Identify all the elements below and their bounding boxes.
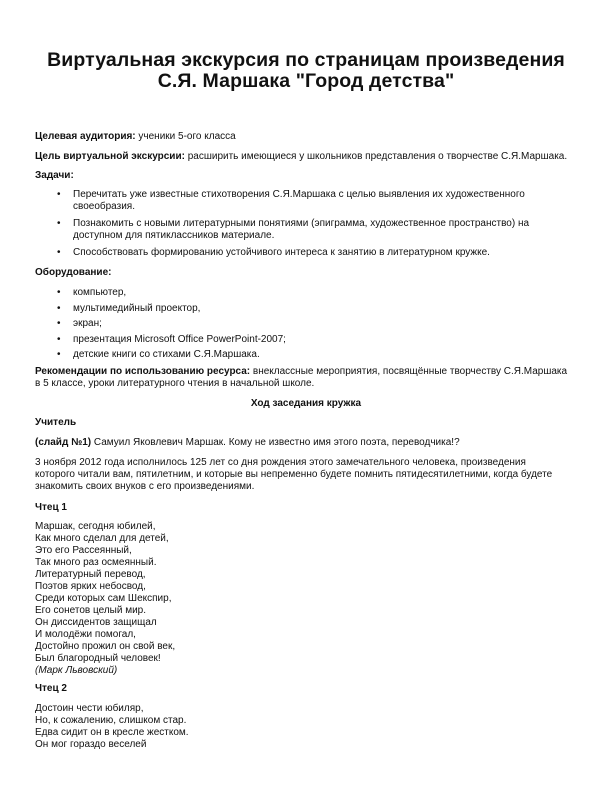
poem-line: Но, к сожалению, слишком стар. [35,715,187,726]
poem-line: Поэтов ярких небосвод, [35,581,146,592]
poem-line: Так много раз осмеянный. [35,557,157,568]
poem-line: Литературный перевод, [35,569,146,580]
recommendations-label: Рекомендации по использованию ресурса: [35,366,251,377]
intro-paragraph: 3 ноября 2012 года исполнилось 125 лет со дня рождения этого замечательного человека, произведения которого читали вам, пятилетним, и которые вы непременно будете помнить пятидесятилетними, когда будете знакомить своих внуков с его произведениями. [35,457,553,492]
equipment-text: компьютер, [73,287,127,298]
slide-line [35,437,460,449]
list-item [35,349,286,361]
poem-line: Достоин чести юбиляр, [35,703,144,714]
poem-1 [35,521,175,677]
equipment-text: экран; [73,318,102,329]
reader2-label: Чтец 2 [35,683,67,694]
poem-line: Среди которых сам Шекспир, [35,593,172,604]
list-item [35,318,286,330]
audience-text: ученики 5-ого класса [135,131,236,142]
poem-line: Это его Рассеянный, [35,545,132,556]
teacher-label: Учитель [35,417,77,428]
task-text: Перечитать уже известные стихотворения С.Я.Маршака с целью выявления их художественного своеобразия. [73,189,525,212]
poem-line: Он диссидентов защищал [35,617,157,628]
reader1-label: Чтец 1 [35,502,67,513]
audience-line [35,131,236,143]
equipment-text: презентация Microsoft Office PowerPoint-2007; [73,333,286,345]
list-item [35,247,553,259]
task-text: Познакомить с новыми литературными понятиями (эпиграмма, художественное пространство) на доступном для пятиклассников материале. [73,218,530,241]
slide-text: Самуил Яковлевич Маршак. Кому не известно имя этого поэта, переводчика!? [91,437,460,448]
slide-label: (слайд №1) [35,437,92,448]
list-item [35,303,286,315]
page-title [30,50,582,92]
list-item [35,218,553,242]
poem-line: Был благородный человек! [35,653,161,664]
recommendations-paragraph [35,366,575,390]
recommendations-text: внеклассные мероприятия, посвящённые творчеству С.Я.Маршака в 5 классе, уроки литературного чтения в начальной школе. [35,366,568,389]
goal-label: Цель виртуальной экскурсии: [35,151,185,162]
poem-line: Как много сделал для детей, [35,533,169,544]
audience-label: Целевая аудитория: [35,131,136,142]
list-item [35,287,286,299]
section-heading: Ход заседания кружка [250,398,362,409]
poem-2 [35,703,189,751]
tasks-list [35,189,575,264]
equipment-text: детские книги со стихами С.Я.Маршака. [73,349,260,360]
poem-line: Маршак, сегодня юбилей, [35,521,156,532]
tasks-heading: Задачи: [35,170,74,181]
poem-line: Достойно прожил он свой век, [35,641,176,652]
poem-line: Он мог гораздо веселей [35,739,147,750]
goal-text: расширить имеющиеся у школьников представления о творчестве С.Я.Маршака. [184,151,568,162]
title-line-2: С.Я. Маршака "Город детства" [157,70,455,92]
equipment-text: мультимедийный проектор, [73,302,201,314]
equipment-list [35,287,286,365]
list-item [35,189,553,213]
poem-line: И молодёжи помогал, [35,629,136,640]
equipment-heading: Оборудование: [35,267,112,278]
title-line-1: Виртуальная экскурсия по страницам произведения [47,49,565,71]
poem-author: (Марк Львовский) [35,665,118,676]
list-item [35,334,286,346]
goal-line [35,151,567,163]
poem-line: Его сонетов целый мир. [35,605,147,616]
poem-line: Едва сидит он в кресле жестком. [35,727,189,738]
task-text: Способствовать формированию устойчивого интереса к занятию в литературном кружке. [73,247,490,258]
